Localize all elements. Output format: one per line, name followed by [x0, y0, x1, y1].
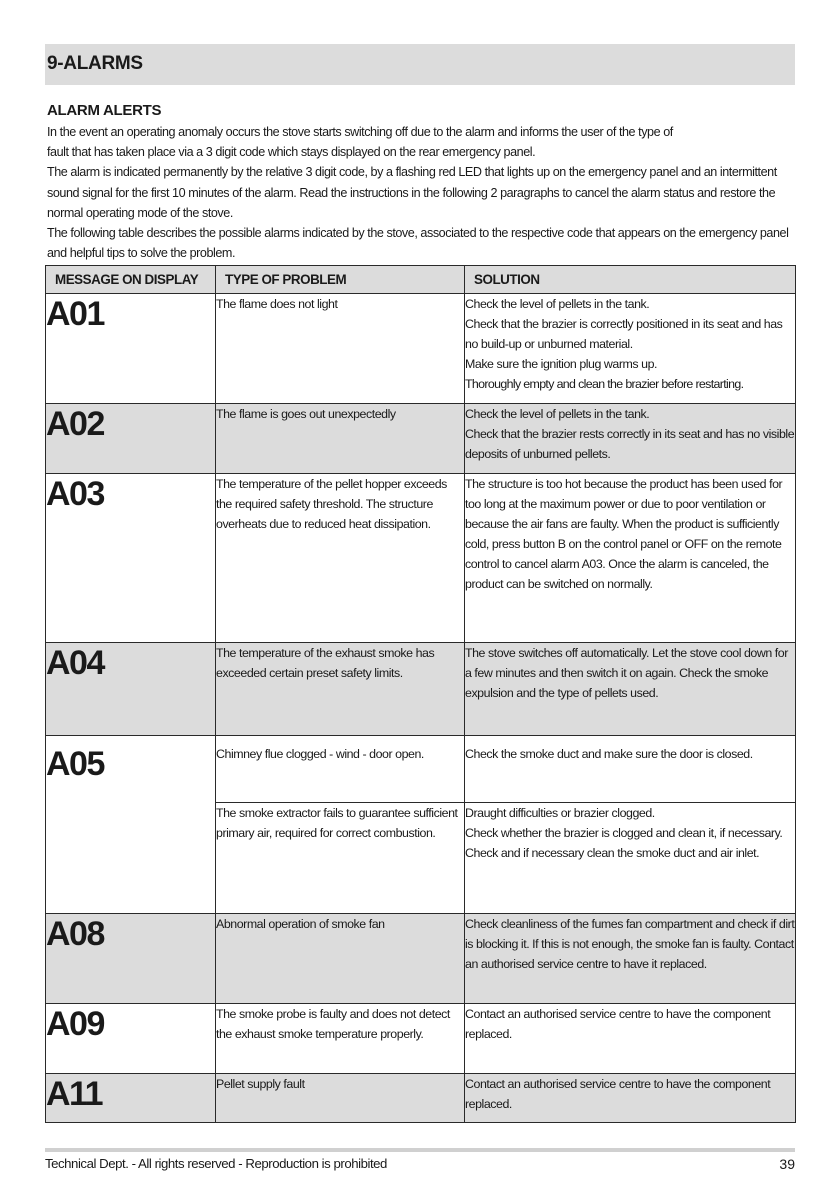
header-message-on-display: MESSAGE ON DISPLAY [46, 266, 216, 294]
problem-text: The flame does not light [216, 297, 338, 311]
problem-text: The smoke probe is faulty and does not detect the exhaust smoke temperature properly. [216, 1007, 450, 1041]
solution-text: Check the level of pellets in the tank. [465, 407, 650, 421]
solution-cell [465, 914, 796, 1004]
problem-cell [216, 294, 465, 404]
footer-divider [45, 1148, 795, 1152]
problem-text: The temperature of the pellet hopper exceeds the required safety threshold. The structure overheats due to reduced heat dissipation. [216, 477, 447, 531]
solution-cell [465, 404, 796, 474]
solution-text: Contact an authorised service centre to have the component replaced. [465, 1007, 771, 1041]
problem-cell [216, 914, 465, 1004]
page-number: 39 [779, 1156, 795, 1172]
section-header-bar [45, 44, 795, 85]
solution-text: Check that the brazier is correctly positioned in its seat and has no build-up or unburned material. [465, 317, 783, 351]
table-row [46, 914, 796, 1004]
solution-text: Contact an authorised service centre to have the component replaced. [465, 1077, 771, 1111]
solution-cell [465, 474, 796, 643]
header-type-of-problem: TYPE OF PROBLEM [216, 266, 465, 294]
problem-cell [216, 1074, 465, 1123]
intro-paragraph: The following table describes the possible alarms indicated by the stove, associated to the respective code that appears on the emergency panel and helpful tips to solve the problem. [47, 226, 789, 261]
solution-text: The stove switches off automatically. Let the stove cool down for a few minutes and then switch it on again. Check the smoke expulsion and the type of pellets used. [465, 646, 788, 700]
alarm-code: A04 [46, 643, 216, 736]
solution-text: Check cleanliness of the fumes fan compartment and check if dirt is blocking it. If this is not enough, the smoke fan is faulty. Contact an authorised service centre to have it replaced. [465, 917, 795, 971]
table-row [46, 294, 796, 404]
alarm-code: A03 [46, 474, 216, 643]
table-row [46, 1074, 796, 1123]
problem-text: Chimney flue clogged - wind - door open. [216, 747, 424, 761]
problem-cell [216, 643, 465, 736]
table-row [46, 1004, 796, 1074]
problem-text: The smoke extractor fails to guarantee sufficient primary air, required for correct combustion. [216, 806, 458, 840]
table-row [46, 643, 796, 736]
solution-text: Make sure the ignition plug warms up. [465, 357, 658, 371]
problem-cell [216, 404, 465, 474]
solution-text: Thoroughly empty and clean the brazier before restarting. [465, 377, 744, 391]
solution-cell [465, 1074, 796, 1123]
solution-text: Check that the brazier rests correctly in its seat and has no visible deposits of unburned pellets. [465, 427, 795, 461]
solution-cell [465, 643, 796, 736]
solution-cell [465, 1004, 796, 1074]
problem-text: The temperature of the exhaust smoke has exceeded certain preset safety limits. [216, 646, 435, 680]
intro-paragraph: fault that has taken place via a 3 digit code which stays displayed on the rear emergency panel. [47, 145, 536, 160]
alarm-code: A02 [46, 404, 216, 474]
problem-text: Abnormal operation of smoke fan [216, 917, 385, 931]
problem-text: The flame is goes out unexpectedly [216, 407, 396, 421]
solution-text: Draught difficulties or brazier clogged. [465, 806, 655, 820]
alarm-code: A01 [46, 294, 216, 404]
intro-paragraph: The alarm is indicated permanently by the relative 3 digit code, by a flashing red LED that lights up on the emergency panel and an intermittent sound signal for the first 10 minutes of the alarm. Read the instructions in the following 2 paragraphs to cancel the alarm status and restore the normal operating mode of the stove. [47, 165, 777, 220]
solution-text: The structure is too hot because the product has been used for too long at the maximum power or due to poor ventilation or because the air fans are faulty. When the product is sufficiently cold, press button B on the control panel or OFF on the remote control to cancel alarm A03. Once the alarm is canceled, the product can be switched on normally. [465, 477, 783, 591]
solution-text: Check whether the brazier is clogged and clean it, if necessary. [465, 826, 783, 840]
table-row [46, 736, 796, 803]
header-solution: SOLUTION [465, 266, 796, 294]
subtitle: ALARM ALERTS [47, 102, 162, 119]
solution-text: Check the smoke duct and make sure the door is closed. [465, 747, 753, 761]
problem-text: Pellet supply fault [216, 1077, 305, 1091]
table-row [46, 474, 796, 643]
footer-notice: Technical Dept. - All rights reserved - Reproduction is prohibited [45, 1156, 387, 1171]
alarm-code: A11 [46, 1074, 216, 1123]
table-row [46, 404, 796, 474]
section-title: 9-ALARMS [47, 53, 143, 74]
problem-cell [216, 474, 465, 643]
intro-paragraph: In the event an operating anomaly occurs the stove starts switching off due to the alarm and informs the user of the type of [47, 125, 673, 139]
alarms-table [45, 265, 796, 1123]
solution-cell [465, 803, 796, 914]
problem-cell [216, 1004, 465, 1074]
solution-cell [465, 736, 796, 803]
alarm-code: A08 [46, 914, 216, 1004]
intro-text [47, 122, 795, 263]
solution-text: Check and if necessary clean the smoke duct and air inlet. [465, 846, 760, 860]
solution-cell [465, 294, 796, 404]
solution-text: Check the level of pellets in the tank. [465, 297, 650, 311]
problem-cell [216, 736, 465, 803]
table-header-row [46, 266, 796, 294]
alarm-code: A09 [46, 1004, 216, 1074]
alarm-code: A05 [46, 736, 216, 914]
problem-cell [216, 803, 465, 914]
